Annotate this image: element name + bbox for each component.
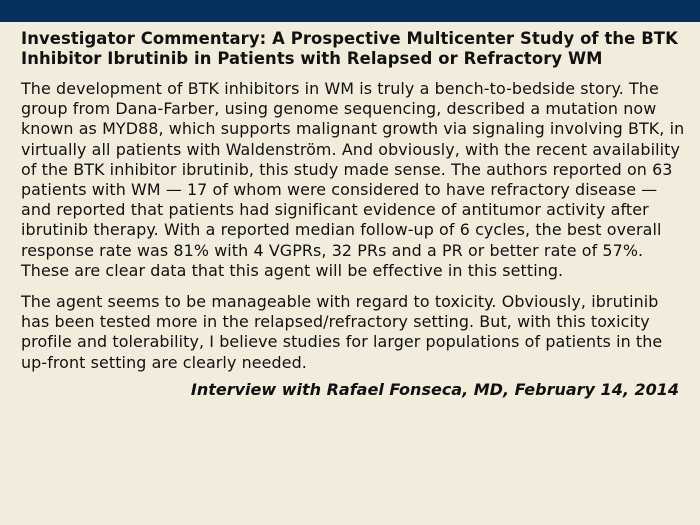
commentary-paragraph-1: The development of BTK inhibitors in WM is truly a bench-to-bedside story. The group from Dana-Farber, using genome sequencing, described a mutation now known as MYD88, which supports malignant growth via signaling involving BTK, in virtually all patients with Waldenström. And obviously, with the recent availability of the BTK inhibitor ibrutinib, this study made sense. The authors reported on 63 patients with WM — 17 of whom were considered to have refractory disease — and reported that patients had significant evidence of antitumor activity after ibrutinib therapy. With a reported median follow-up of 6 cycles, the best overall response rate was 81% with 4 VGPRs, 32 PRs and a PR or better rate of 57%. These are clear data that this agent will be effective in this setting. bbox=[21, 79, 685, 280]
header-bar bbox=[0, 0, 700, 22]
slide-content bbox=[21, 29, 689, 400]
commentary-paragraph-2: The agent seems to be manageable with regard to toxicity. Obviously, ibrutinib has been tested more in the relapsed/refractory setting. But, with this toxicity profile and tolerability, I believe studies for larger populations of patients in the up-front setting are clearly needed. bbox=[21, 292, 663, 372]
slide-title: Investigator Commentary: A Prospective Multicenter Study of the BTK Inhibitor Ibrutinib in Patients with Relapsed or Refractory WM bbox=[21, 29, 678, 68]
interview-attribution: Interview with Rafael Fonseca, MD, February 14, 2014 bbox=[190, 379, 679, 399]
